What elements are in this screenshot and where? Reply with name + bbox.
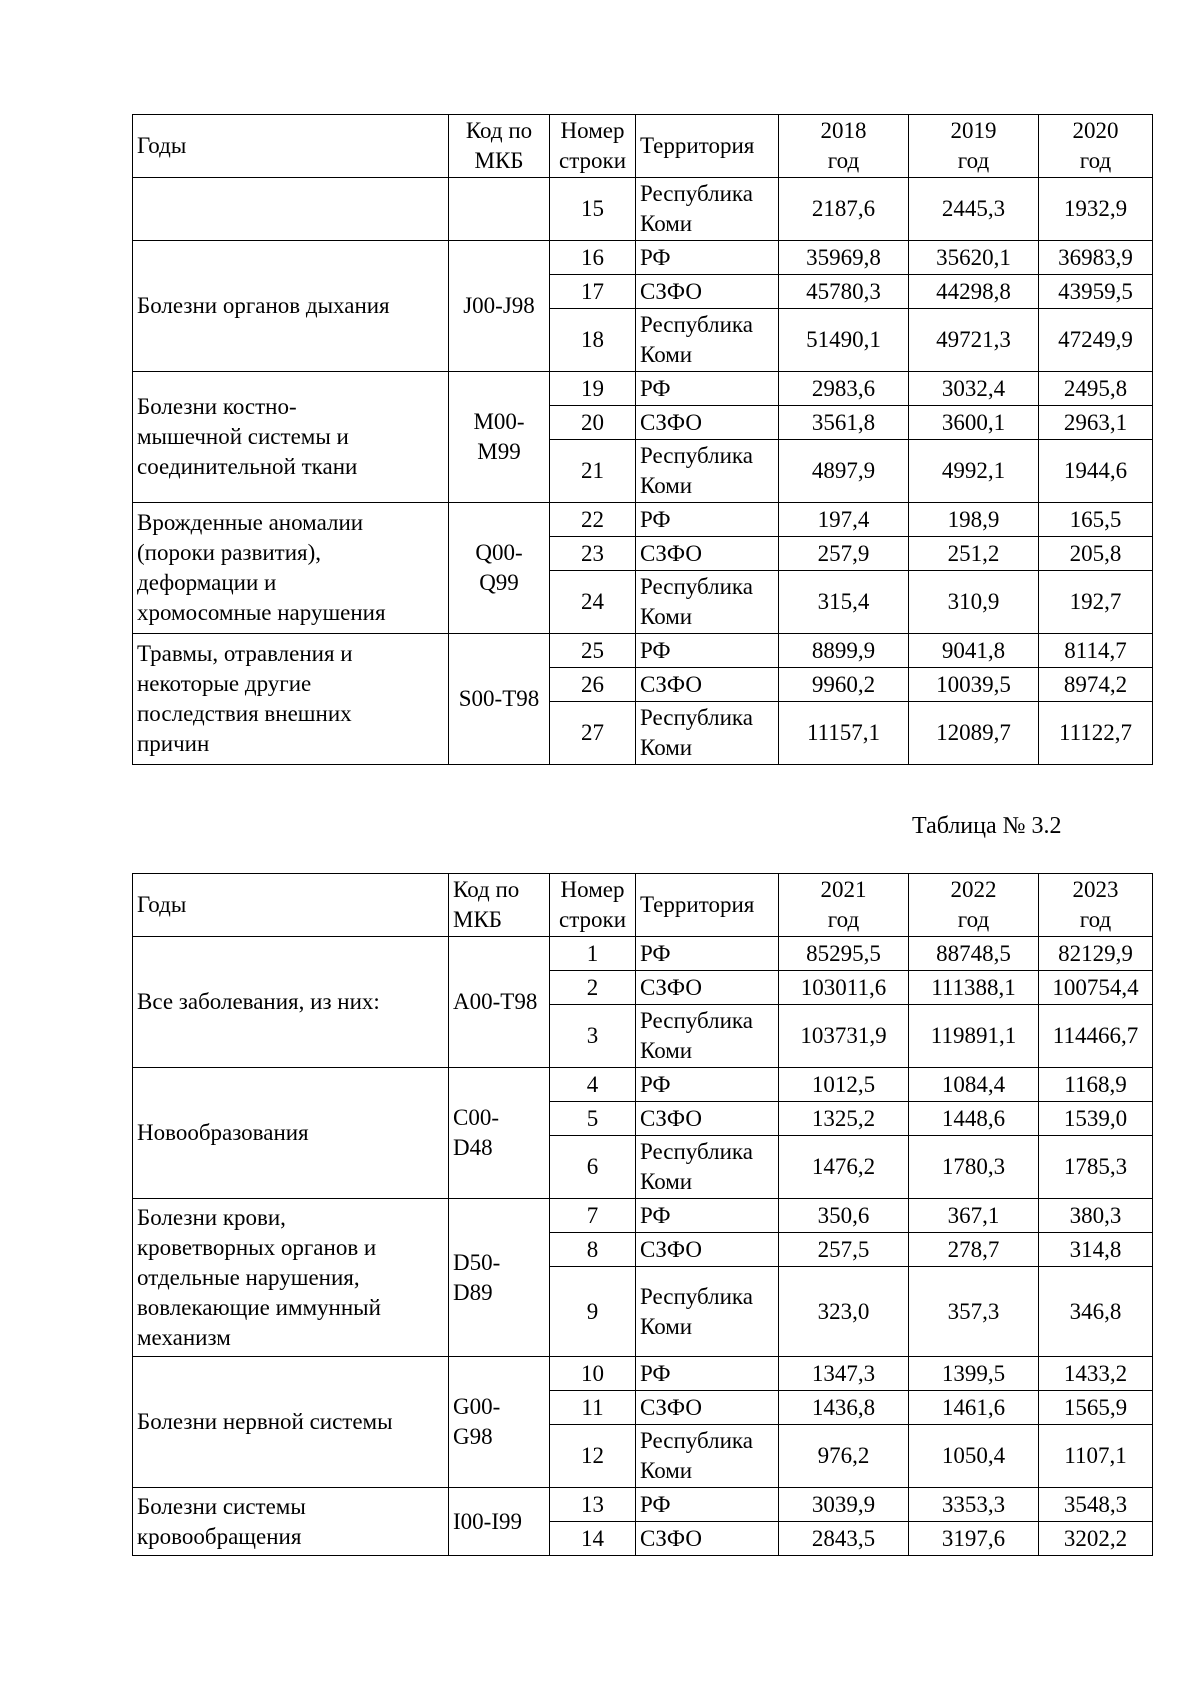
value-cell: 3353,3 bbox=[909, 1488, 1039, 1522]
value-cell: 1780,3 bbox=[909, 1136, 1039, 1199]
disease-group-name: Травмы, отравления и некоторые другие последствия внешних причин bbox=[133, 634, 449, 765]
row-number: 20 bbox=[550, 406, 636, 440]
row-number: 7 bbox=[550, 1199, 636, 1233]
value-cell: 1461,6 bbox=[909, 1391, 1039, 1425]
value-cell: 35620,1 bbox=[909, 241, 1039, 275]
row-number: 4 bbox=[550, 1068, 636, 1102]
table-row bbox=[133, 241, 1153, 275]
disease-group-name: Болезни крови, кроветворных органов и отдельные нарушения, вовлекающие иммунный механизм bbox=[133, 1199, 449, 1357]
value-cell: 100754,4 bbox=[1039, 971, 1153, 1005]
value-cell: 45780,3 bbox=[779, 275, 909, 309]
row-number: 23 bbox=[550, 537, 636, 571]
territory-cell: Республика Коми bbox=[636, 1425, 779, 1488]
value-cell: 119891,1 bbox=[909, 1005, 1039, 1068]
disease-group-name: Болезни костно- мышечной системы и соединительной ткани bbox=[133, 372, 449, 503]
value-cell: 2445,3 bbox=[909, 178, 1039, 241]
header-year-2: 2022 год bbox=[909, 874, 1039, 937]
territory-cell: РФ bbox=[636, 937, 779, 971]
value-cell: 367,1 bbox=[909, 1199, 1039, 1233]
icd-code: I00-I99 bbox=[449, 1488, 550, 1556]
header-row-number: Номер строки bbox=[550, 874, 636, 937]
territory-cell: РФ bbox=[636, 634, 779, 668]
row-number: 21 bbox=[550, 440, 636, 503]
row-number: 24 bbox=[550, 571, 636, 634]
value-cell: 192,7 bbox=[1039, 571, 1153, 634]
row-number: 26 bbox=[550, 668, 636, 702]
disease-group-name: Врожденные аномалии (пороки развития), деформации и хромосомные нарушения bbox=[133, 503, 449, 634]
value-cell: 257,5 bbox=[779, 1233, 909, 1267]
icd-code: M00- M99 bbox=[449, 372, 550, 503]
value-cell: 1448,6 bbox=[909, 1102, 1039, 1136]
territory-cell: Республика Коми bbox=[636, 178, 779, 241]
row-number: 16 bbox=[550, 241, 636, 275]
value-cell: 1565,9 bbox=[1039, 1391, 1153, 1425]
value-cell: 197,4 bbox=[779, 503, 909, 537]
header-year-3: 2023 год bbox=[1039, 874, 1153, 937]
header-group: Годы bbox=[133, 874, 449, 937]
value-cell: 314,8 bbox=[1039, 1233, 1153, 1267]
territory-cell: РФ bbox=[636, 503, 779, 537]
disease-group-name: Болезни системы кровообращения bbox=[133, 1488, 449, 1556]
value-cell: 350,6 bbox=[779, 1199, 909, 1233]
value-cell: 1539,0 bbox=[1039, 1102, 1153, 1136]
value-cell: 1785,3 bbox=[1039, 1136, 1153, 1199]
value-cell: 357,3 bbox=[909, 1267, 1039, 1357]
row-number: 3 bbox=[550, 1005, 636, 1068]
value-cell: 47249,9 bbox=[1039, 309, 1153, 372]
row-number: 14 bbox=[550, 1522, 636, 1556]
value-cell: 205,8 bbox=[1039, 537, 1153, 571]
territory-cell: Республика Коми bbox=[636, 1136, 779, 1199]
territory-cell: СЗФО bbox=[636, 1102, 779, 1136]
value-cell: 1476,2 bbox=[779, 1136, 909, 1199]
value-cell: 9041,8 bbox=[909, 634, 1039, 668]
value-cell: 346,8 bbox=[1039, 1267, 1153, 1357]
table-row bbox=[133, 1357, 1153, 1391]
value-cell: 4897,9 bbox=[779, 440, 909, 503]
territory-cell: Республика Коми bbox=[636, 702, 779, 765]
icd-code: Q00- Q99 bbox=[449, 503, 550, 634]
value-cell: 111388,1 bbox=[909, 971, 1039, 1005]
value-cell: 3600,1 bbox=[909, 406, 1039, 440]
territory-cell: РФ bbox=[636, 372, 779, 406]
value-cell: 36983,9 bbox=[1039, 241, 1153, 275]
value-cell: 3561,8 bbox=[779, 406, 909, 440]
territory-cell: РФ bbox=[636, 1357, 779, 1391]
row-number: 12 bbox=[550, 1425, 636, 1488]
value-cell: 3032,4 bbox=[909, 372, 1039, 406]
value-cell: 8899,9 bbox=[779, 634, 909, 668]
row-number: 22 bbox=[550, 503, 636, 537]
value-cell: 4992,1 bbox=[909, 440, 1039, 503]
territory-cell: СЗФО bbox=[636, 1391, 779, 1425]
row-number: 18 bbox=[550, 309, 636, 372]
value-cell: 11122,7 bbox=[1039, 702, 1153, 765]
territory-cell: Республика Коми bbox=[636, 1005, 779, 1068]
table-row bbox=[133, 937, 1153, 971]
value-cell: 11157,1 bbox=[779, 702, 909, 765]
row-number: 6 bbox=[550, 1136, 636, 1199]
value-cell: 251,2 bbox=[909, 537, 1039, 571]
value-cell: 2495,8 bbox=[1039, 372, 1153, 406]
header-code: Код по МКБ bbox=[449, 115, 550, 178]
table-row bbox=[133, 1068, 1153, 1102]
value-cell: 1168,9 bbox=[1039, 1068, 1153, 1102]
value-cell: 2963,1 bbox=[1039, 406, 1153, 440]
header-year-1: 2021 год bbox=[779, 874, 909, 937]
territory-cell: СЗФО bbox=[636, 275, 779, 309]
value-cell: 315,4 bbox=[779, 571, 909, 634]
value-cell: 1325,2 bbox=[779, 1102, 909, 1136]
header-territory: Территория bbox=[636, 874, 779, 937]
value-cell: 85295,5 bbox=[779, 937, 909, 971]
statistics-table bbox=[132, 873, 1153, 1556]
icd-code: D50- D89 bbox=[449, 1199, 550, 1357]
value-cell: 8974,2 bbox=[1039, 668, 1153, 702]
header-row-number: Номер строки bbox=[550, 115, 636, 178]
territory-cell: СЗФО bbox=[636, 1233, 779, 1267]
table-row bbox=[133, 634, 1153, 668]
value-cell: 1436,8 bbox=[779, 1391, 909, 1425]
disease-group-name: Все заболевания, из них: bbox=[133, 937, 449, 1068]
value-cell: 103011,6 bbox=[779, 971, 909, 1005]
empty-code-cell bbox=[449, 178, 550, 241]
header-group: Годы bbox=[133, 115, 449, 178]
value-cell: 3039,9 bbox=[779, 1488, 909, 1522]
territory-cell: Республика Коми bbox=[636, 571, 779, 634]
table-header-row bbox=[133, 874, 1153, 937]
value-cell: 976,2 bbox=[779, 1425, 909, 1488]
row-number: 11 bbox=[550, 1391, 636, 1425]
statistics-table-continued bbox=[132, 114, 1153, 765]
value-cell: 82129,9 bbox=[1039, 937, 1153, 971]
value-cell: 3202,2 bbox=[1039, 1522, 1153, 1556]
value-cell: 1084,4 bbox=[909, 1068, 1039, 1102]
icd-code: G00- G98 bbox=[449, 1357, 550, 1488]
row-number: 25 bbox=[550, 634, 636, 668]
value-cell: 278,7 bbox=[909, 1233, 1039, 1267]
row-number: 8 bbox=[550, 1233, 636, 1267]
territory-cell: РФ bbox=[636, 1488, 779, 1522]
territory-cell: СЗФО bbox=[636, 668, 779, 702]
territory-cell: РФ bbox=[636, 1199, 779, 1233]
value-cell: 198,9 bbox=[909, 503, 1039, 537]
territory-cell: РФ bbox=[636, 241, 779, 275]
value-cell: 8114,7 bbox=[1039, 634, 1153, 668]
territory-cell: Республика Коми bbox=[636, 309, 779, 372]
row-number: 2 bbox=[550, 971, 636, 1005]
icd-code: S00-T98 bbox=[449, 634, 550, 765]
icd-code: A00-T98 bbox=[449, 937, 550, 1068]
value-cell: 165,5 bbox=[1039, 503, 1153, 537]
row-number: 1 bbox=[550, 937, 636, 971]
value-cell: 1944,6 bbox=[1039, 440, 1153, 503]
table-row bbox=[133, 372, 1153, 406]
value-cell: 35969,8 bbox=[779, 241, 909, 275]
value-cell: 10039,5 bbox=[909, 668, 1039, 702]
value-cell: 1347,3 bbox=[779, 1357, 909, 1391]
territory-cell: Республика Коми bbox=[636, 440, 779, 503]
icd-code: C00- D48 bbox=[449, 1068, 550, 1199]
value-cell: 257,9 bbox=[779, 537, 909, 571]
value-cell: 103731,9 bbox=[779, 1005, 909, 1068]
value-cell: 1107,1 bbox=[1039, 1425, 1153, 1488]
header-year-1: 2018 год bbox=[779, 115, 909, 178]
value-cell: 1932,9 bbox=[1039, 178, 1153, 241]
value-cell: 2983,6 bbox=[779, 372, 909, 406]
territory-cell: СЗФО bbox=[636, 537, 779, 571]
value-cell: 114466,7 bbox=[1039, 1005, 1153, 1068]
row-number: 15 bbox=[550, 178, 636, 241]
territory-cell: РФ bbox=[636, 1068, 779, 1102]
territory-cell: СЗФО bbox=[636, 406, 779, 440]
value-cell: 3197,6 bbox=[909, 1522, 1039, 1556]
value-cell: 1012,5 bbox=[779, 1068, 909, 1102]
value-cell: 2843,5 bbox=[779, 1522, 909, 1556]
header-territory: Территория bbox=[636, 115, 779, 178]
territory-cell: СЗФО bbox=[636, 971, 779, 1005]
value-cell: 1399,5 bbox=[909, 1357, 1039, 1391]
value-cell: 43959,5 bbox=[1039, 275, 1153, 309]
disease-group-name: Новообразования bbox=[133, 1068, 449, 1199]
value-cell: 88748,5 bbox=[909, 937, 1039, 971]
row-number: 9 bbox=[550, 1267, 636, 1357]
value-cell: 51490,1 bbox=[779, 309, 909, 372]
row-number: 27 bbox=[550, 702, 636, 765]
row-number: 5 bbox=[550, 1102, 636, 1136]
value-cell: 1050,4 bbox=[909, 1425, 1039, 1488]
header-year-3: 2020 год bbox=[1039, 115, 1153, 178]
value-cell: 323,0 bbox=[779, 1267, 909, 1357]
territory-cell: Республика Коми bbox=[636, 1267, 779, 1357]
value-cell: 9960,2 bbox=[779, 668, 909, 702]
value-cell: 49721,3 bbox=[909, 309, 1039, 372]
disease-group-name: Болезни нервной системы bbox=[133, 1357, 449, 1488]
table-row bbox=[133, 1488, 1153, 1522]
table-row bbox=[133, 178, 1153, 241]
row-number: 17 bbox=[550, 275, 636, 309]
row-number: 13 bbox=[550, 1488, 636, 1522]
table-row bbox=[133, 503, 1153, 537]
table-header-row bbox=[133, 115, 1153, 178]
value-cell: 44298,8 bbox=[909, 275, 1039, 309]
row-number: 10 bbox=[550, 1357, 636, 1391]
value-cell: 3548,3 bbox=[1039, 1488, 1153, 1522]
header-year-2: 2019 год bbox=[909, 115, 1039, 178]
value-cell: 12089,7 bbox=[909, 702, 1039, 765]
row-number: 19 bbox=[550, 372, 636, 406]
icd-code: J00-J98 bbox=[449, 241, 550, 372]
territory-cell: СЗФО bbox=[636, 1522, 779, 1556]
header-code: Код по МКБ bbox=[449, 874, 550, 937]
value-cell: 2187,6 bbox=[779, 178, 909, 241]
value-cell: 310,9 bbox=[909, 571, 1039, 634]
table-caption: Таблица № 3.2 bbox=[912, 813, 1062, 839]
table-row bbox=[133, 1199, 1153, 1233]
empty-group-cell bbox=[133, 178, 449, 241]
disease-group-name: Болезни органов дыхания bbox=[133, 241, 449, 372]
value-cell: 380,3 bbox=[1039, 1199, 1153, 1233]
value-cell: 1433,2 bbox=[1039, 1357, 1153, 1391]
